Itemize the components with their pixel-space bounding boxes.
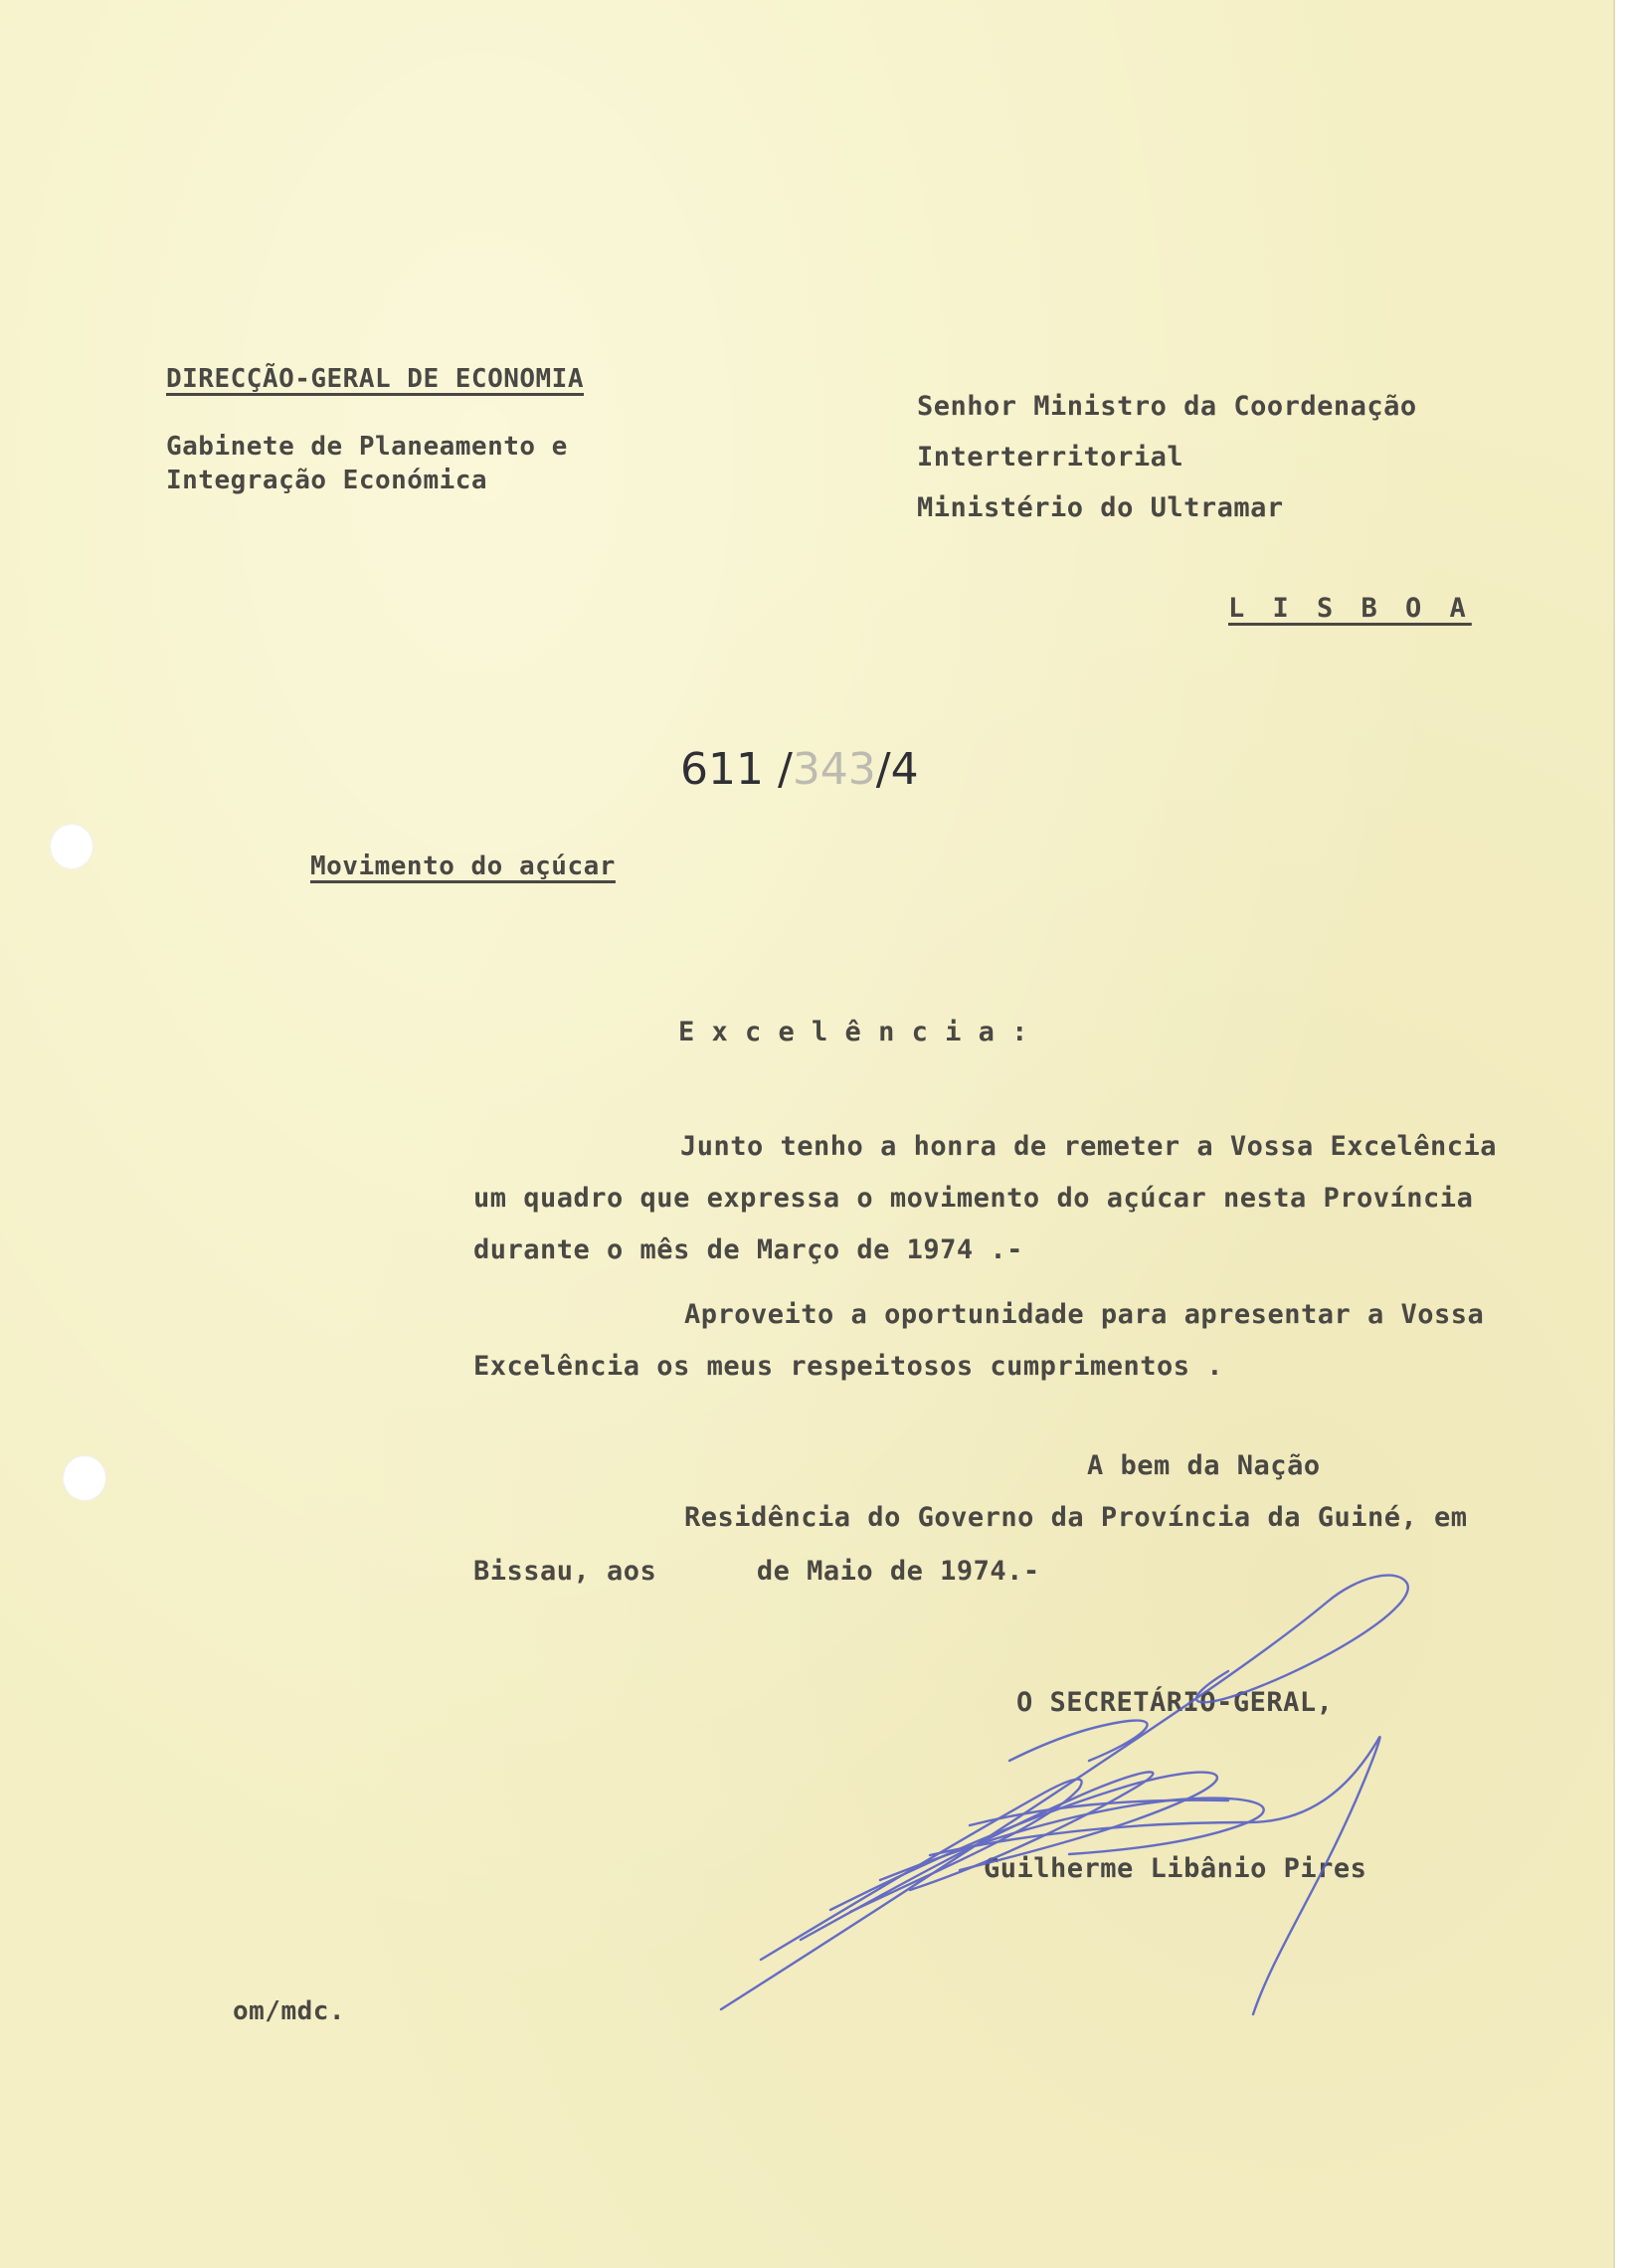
office-line-1: Gabinete de Planeamento e [166,432,568,462]
punch-hole-top [50,824,93,869]
salutation: E x c e l ê n c i a : [678,1017,1028,1047]
reference-part-3: 343 [792,744,876,795]
recipient-city: L I S B O A [1228,593,1472,624]
recipient-line-2: Interterritorial [917,442,1184,472]
recipient-line-3: Ministério do Ultramar [917,492,1284,523]
reference-part-2: / [777,744,793,795]
typist-initials: om/mdc. [233,1996,346,2026]
signatory-title: O SECRETÁRIO-GERAL, [1016,1687,1334,1718]
department-heading: DIRECÇÃO-GERAL DE ECONOMIA [166,364,584,394]
recipient-line-1: Senhor Ministro da Coordenação [917,391,1417,422]
closing-place-line-1: Residência do Governo da Província da Guiné, em [684,1502,1468,1533]
body-p1-line-3: durante o mês de Março de 1974 .- [473,1234,1023,1265]
office-line-2: Integração Económica [166,466,488,495]
closing-motto: A bem da Nação [1087,1450,1321,1481]
reference-part-1: 611 [680,744,764,795]
signatory-name: Guilherme Libânio Pires [984,1853,1367,1884]
body-p2-line-2: Excelência os meus respeitosos cumprimentos . [473,1351,1223,1382]
body-p1-line-2: um quadro que expressa o movimento do açúcar nesta Província [473,1183,1474,1214]
punch-hole-bottom [63,1455,106,1501]
body-p1-line-1: Junto tenho a honra de remeter a Vossa Excelência [680,1131,1498,1162]
subject-line: Movimento do açúcar [310,851,616,881]
reference-part-4: /4 [875,744,919,795]
reference-number-stamp [680,744,919,795]
body-p2-line-1: Aproveito a oportunidade para apresentar a Vossa [684,1299,1485,1330]
closing-place-line-2: Bissau, aos de Maio de 1974.- [473,1556,1040,1587]
handwritten-signature [711,1562,1507,2029]
